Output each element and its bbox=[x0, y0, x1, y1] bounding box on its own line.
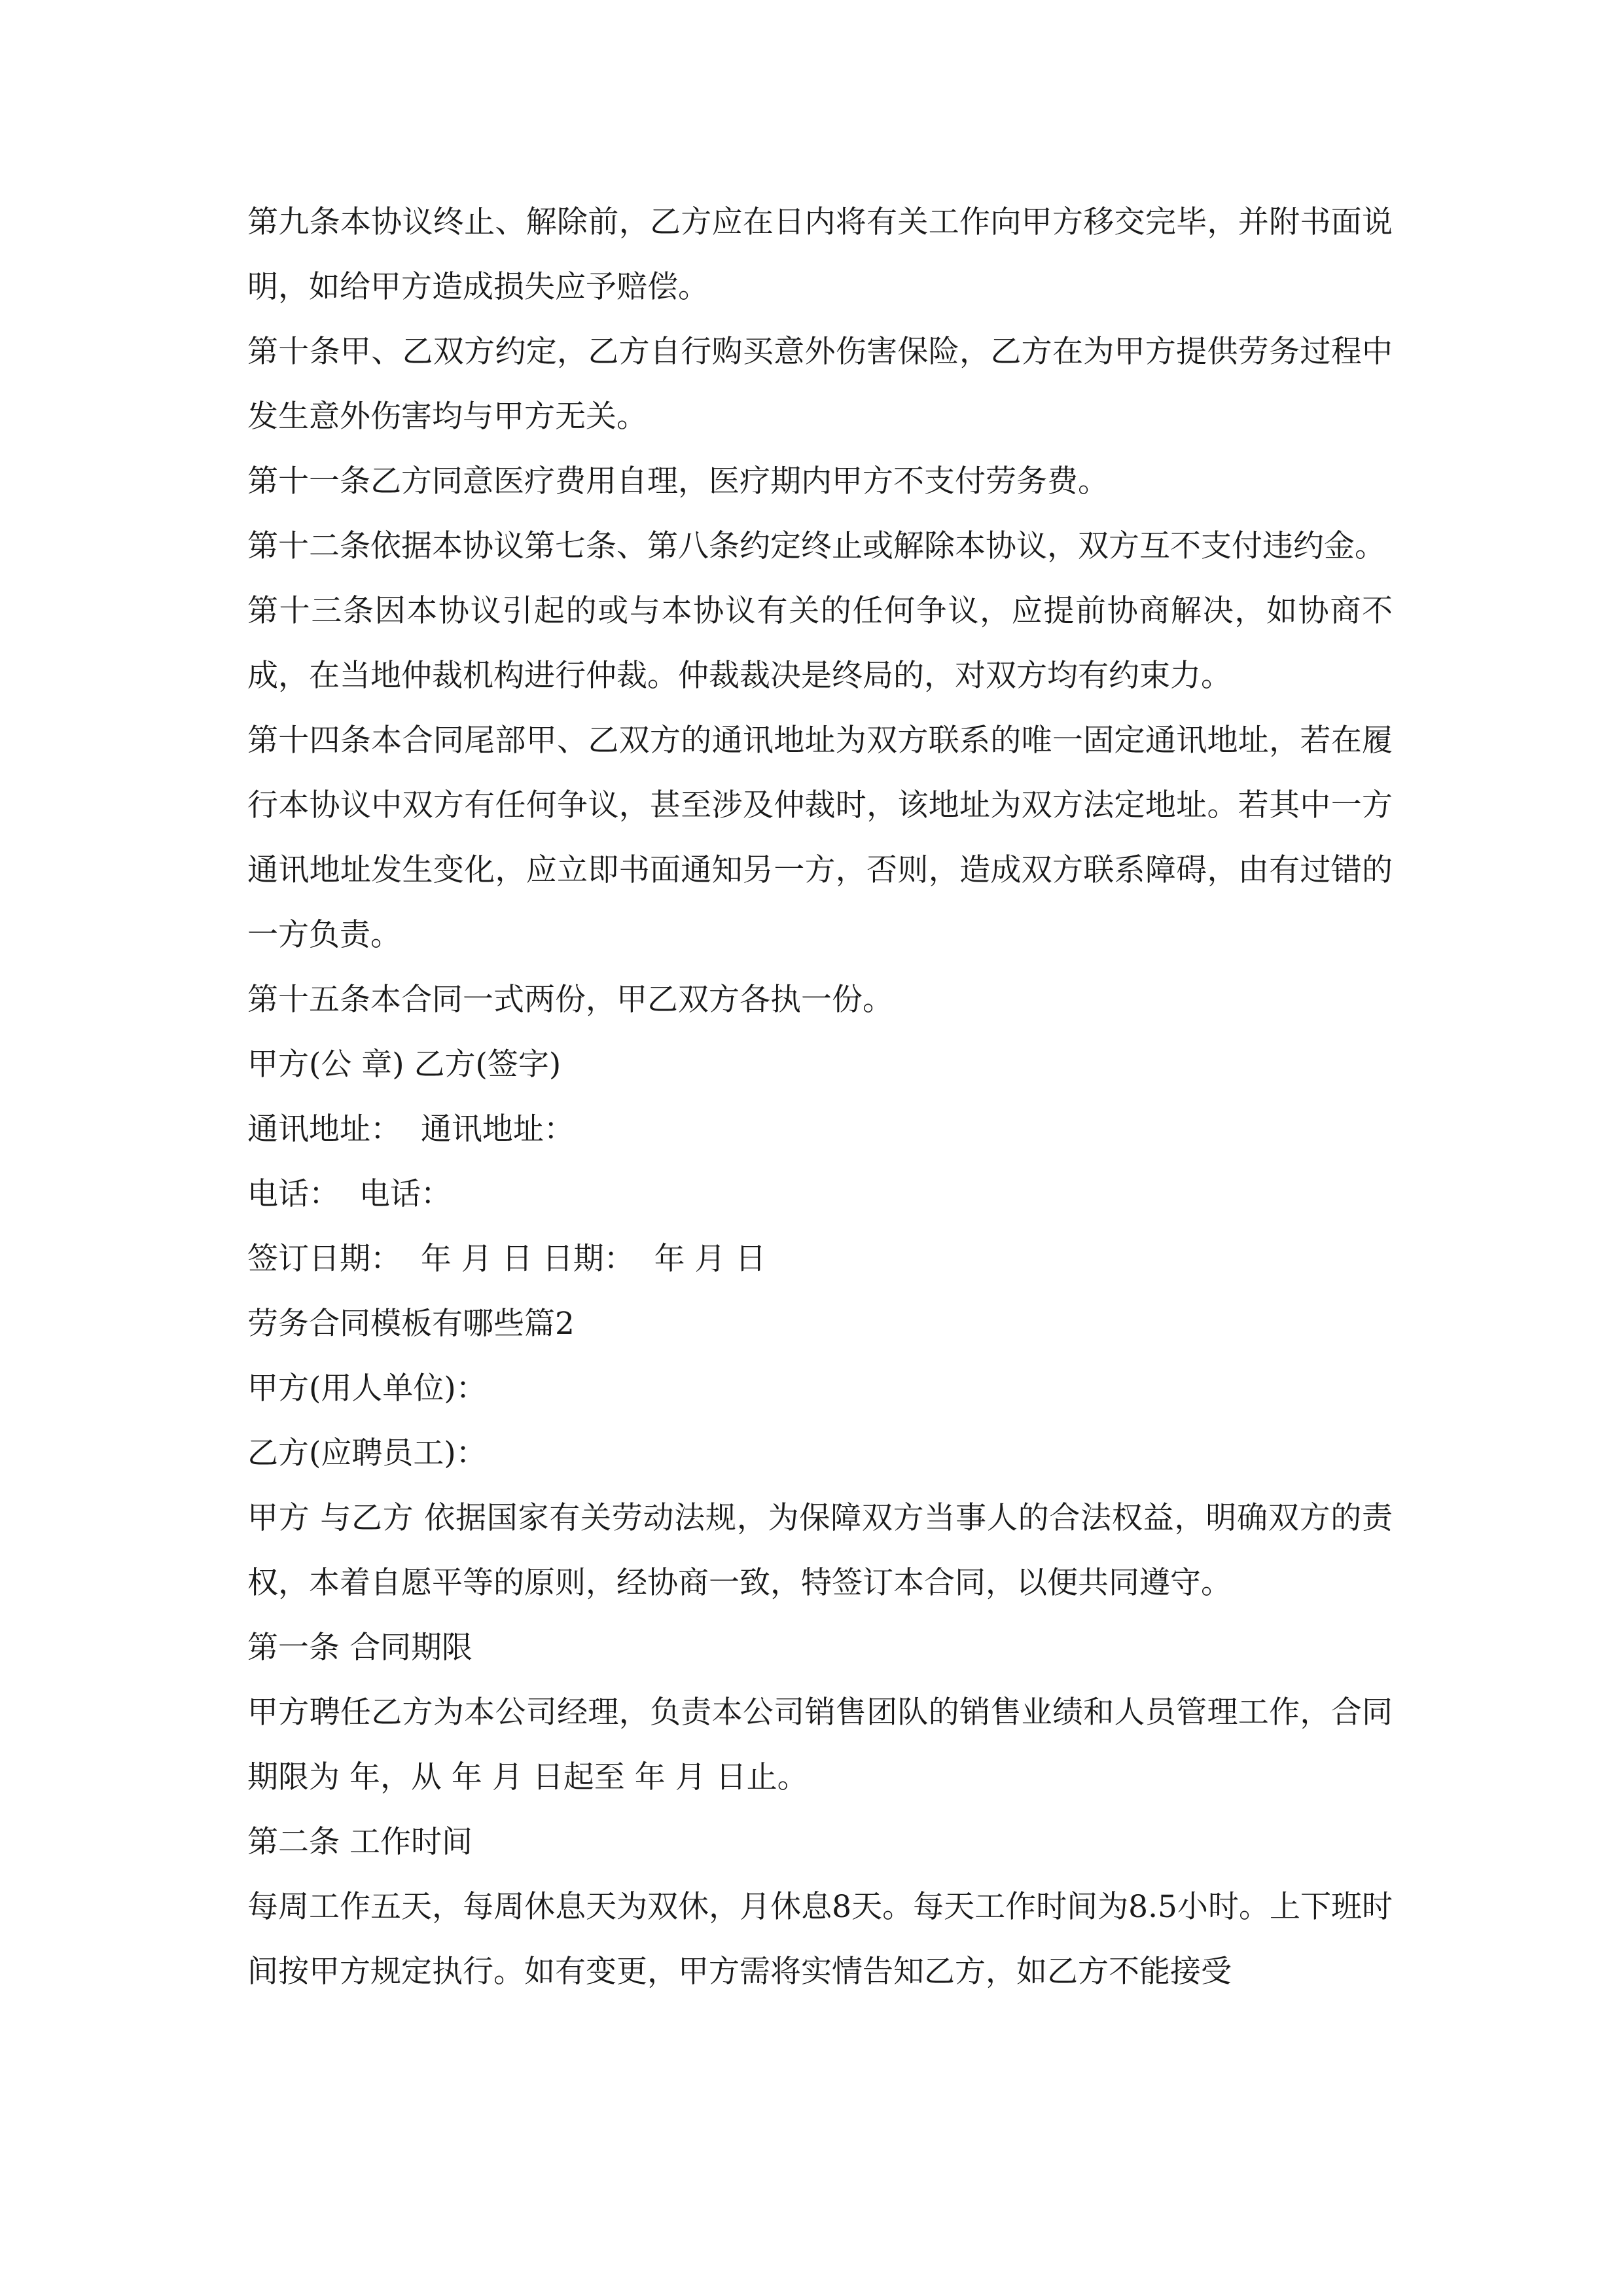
date-line: 签订日期： 年 月 日 日期： 年 月 日 bbox=[247, 1241, 766, 1277]
document-body bbox=[247, 190, 1393, 2004]
article-1-heading: 第一条 合同期限 bbox=[247, 1630, 473, 1666]
preamble: 甲方 与乙方 依据国家有关劳动法规，为保障双方当事人的合法权益，明确双方的责权，本着自愿平等的原则，经协商一致，特签订本合同，以便共同遵守。 bbox=[247, 1500, 1393, 1601]
signature-parties: 甲方(公 章) 乙方(签字) bbox=[247, 1047, 562, 1083]
section-title: 劳务合同模板有哪些篇2 bbox=[247, 1306, 575, 1342]
article-2-heading: 第二条 工作时间 bbox=[247, 1824, 473, 1860]
phone-line: 电话： 电话： bbox=[247, 1176, 452, 1212]
article-1-body: 甲方聘任乙方为本公司经理，负责本公司销售团队的销售业绩和人员管理工作，合同期限为 年，从 年 月 日起至 年 月 日止。 bbox=[247, 1695, 1393, 1795]
clause-12: 第十二条依据本协议第七条、第八条约定终止或解除本协议，双方互不支付违约金。 bbox=[247, 528, 1385, 564]
clause-11: 第十一条乙方同意医疗费用自理，医疗期内甲方不支付劳务费。 bbox=[247, 463, 1109, 499]
clause-9: 第九条本协议终止、解除前，乙方应在日内将有关工作向甲方移交完毕，并附书面说明，如给甲方造成损失应予赔偿。 bbox=[247, 204, 1393, 305]
clause-15: 第十五条本合同一式两份，甲乙双方各执一份。 bbox=[247, 982, 893, 1018]
address-line: 通讯地址： 通讯地址： bbox=[247, 1111, 575, 1147]
party-a-line: 甲方(用人单位)： bbox=[247, 1371, 487, 1407]
clause-14: 第十四条本合同尾部甲、乙双方的通讯地址为双方联系的唯一固定通讯地址，若在履行本协议中双方有任何争议，甚至涉及仲裁时，该地址为双方法定地址。若其中一方通讯地址发生变化，应立即书面通知另一方，否则，造成双方联系障碍，由有过错的一方负责。 bbox=[247, 723, 1393, 953]
clause-10: 第十条甲、乙双方约定，乙方自行购买意外伤害保险，乙方在为甲方提供劳务过程中发生意外伤害均与甲方无关。 bbox=[247, 334, 1393, 435]
clause-13: 第十三条因本协议引起的或与本协议有关的任何争议，应提前协商解决，如协商不成，在当地仲裁机构进行仲裁。仲裁裁决是终局的，对双方均有约束力。 bbox=[247, 593, 1393, 694]
article-2-body: 每周工作五天，每周休息天为双休，月休息8天。每天工作时间为8.5小时。上下班时间按甲方规定执行。如有变更，甲方需将实情告知乙方，如乙方不能接受 bbox=[247, 1889, 1393, 1990]
party-b-line: 乙方(应聘员工)： bbox=[247, 1435, 487, 1471]
